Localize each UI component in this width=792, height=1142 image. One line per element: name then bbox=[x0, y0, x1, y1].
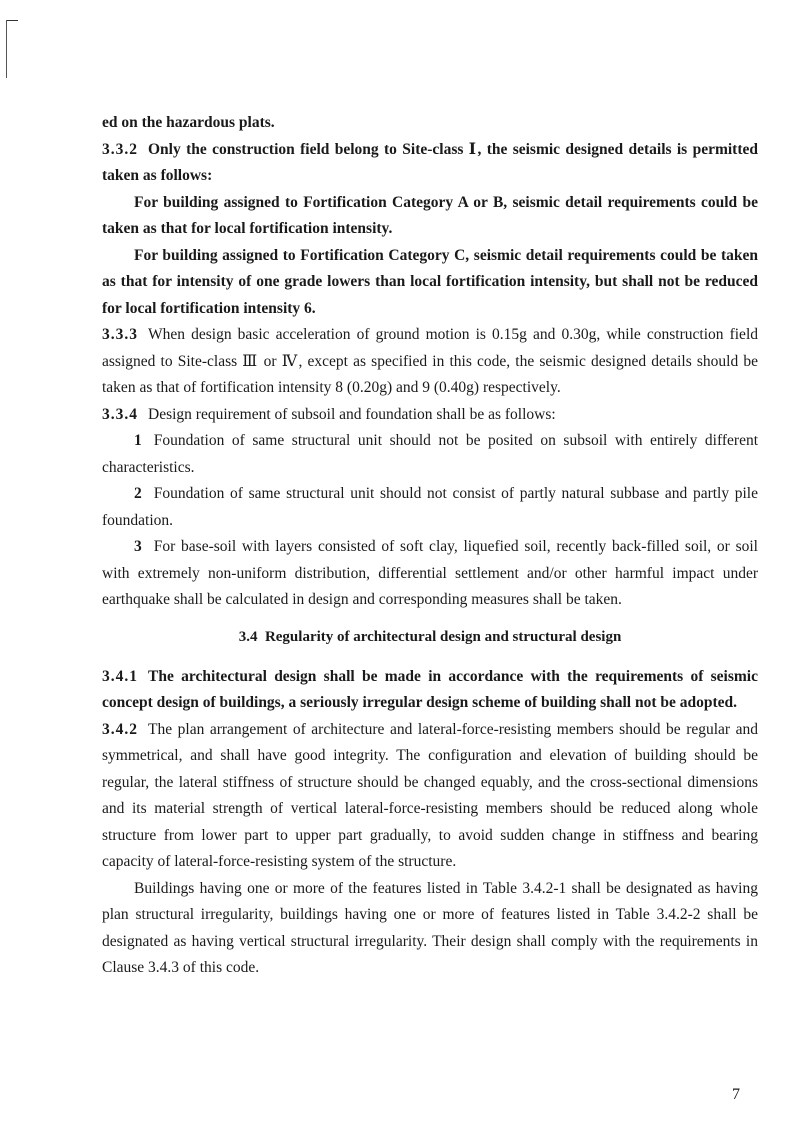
clause-text: The plan arrangement of architecture and lateral-force-resisting members should be regular and symmetrical, and shall have good integrity. The configuration and elevation of building should be regular, the lateral stiffness of structure should be changed equably, and the cross-sectional dimensions and its material strength of vertical lateral-force-resisting members should be reduced along whole structure from lower part to upper part gradually, to avoid sudden change in stiffness and bearing capacity of lateral-force-resisting system of the structure. bbox=[102, 720, 758, 870]
clause-3-4-2-para-2: Buildings having one or more of the features listed in Table 3.4.2-1 shall be designated as having plan structural irregularity, buildings having one or more of features listed in Table 3.4.2-2 shall be designated as having vertical structural irregularity. Their design shall comply with the requirements in Clause 3.4.3 of this code. bbox=[102, 879, 758, 976]
list-item bbox=[102, 534, 758, 614]
clause-3-3-2 bbox=[102, 137, 758, 190]
clause-number: 3.3.4 bbox=[102, 405, 138, 423]
clause-3-3-3 bbox=[102, 322, 758, 402]
document-body bbox=[102, 110, 758, 982]
section-heading bbox=[102, 624, 758, 650]
item-number: 2 bbox=[134, 485, 142, 502]
list-item bbox=[102, 481, 758, 534]
clause-3-3-2-para-a: For building assigned to Fortification Category A or B, seismic detail requirements could be taken as that for local fortification intensity. bbox=[102, 193, 758, 237]
item-text: For base-soil with layers consisted of soft clay, liquefied soil, recently back-filled soil, or soil with extremely non-uniform distribution, differential settlement and/or other harmful impact under earthquake shall be calculated in design and corresponding measures shall be taken. bbox=[102, 538, 758, 608]
clause-number: 3.3.2 bbox=[102, 140, 138, 158]
clause-3-4-2 bbox=[102, 717, 758, 876]
clause-3-4-1 bbox=[102, 664, 758, 717]
clause-text: Design requirement of subsoil and foundation shall be as follows: bbox=[148, 405, 556, 423]
item-number: 3 bbox=[134, 538, 142, 555]
clause-3-3-2-para-b: For building assigned to Fortification Category C, seismic detail requirements could be taken as that for intensity of one grade lowers than local fortification intensity, but shall not be reduced for local fortification intensity 6. bbox=[102, 246, 758, 317]
paragraph-continuation: ed on the hazardous plats. bbox=[102, 114, 275, 131]
crop-mark bbox=[6, 20, 20, 80]
item-text: Foundation of same structural unit should not be posited on subsoil with entirely different characteristics. bbox=[102, 432, 758, 476]
clause-number: 3.4.2 bbox=[102, 720, 138, 738]
item-number: 1 bbox=[134, 432, 142, 449]
clause-text: When design basic acceleration of ground motion is 0.15g and 0.30g, while construction field assigned to Site-class Ⅲ or Ⅳ, except as specified in this code, the seismic designed details should be taken as that of fortification intensity 8 (0.20g) and 9 (0.40g) respectively. bbox=[102, 326, 758, 396]
item-text: Foundation of same structural unit should not consist of partly natural subbase and partly pile foundation. bbox=[102, 485, 758, 529]
list-item bbox=[102, 428, 758, 481]
clause-number: 3.3.3 bbox=[102, 326, 138, 343]
page-number: 7 bbox=[732, 1086, 740, 1103]
section-number: 3.4 bbox=[238, 628, 258, 645]
clause-text: Only the construction field belong to Site-class Ⅰ, the seismic designed details is permitted taken as follows: bbox=[102, 140, 758, 184]
section-title-text: Regularity of architectural design and structural design bbox=[264, 628, 622, 645]
clause-text: The architectural design shall be made in accordance with the requirements of seismic concept design of buildings, a seriously irregular design scheme of building shall not be adopted. bbox=[102, 667, 758, 711]
clause-3-3-4 bbox=[102, 402, 758, 429]
clause-number: 3.4.1 bbox=[102, 667, 138, 685]
